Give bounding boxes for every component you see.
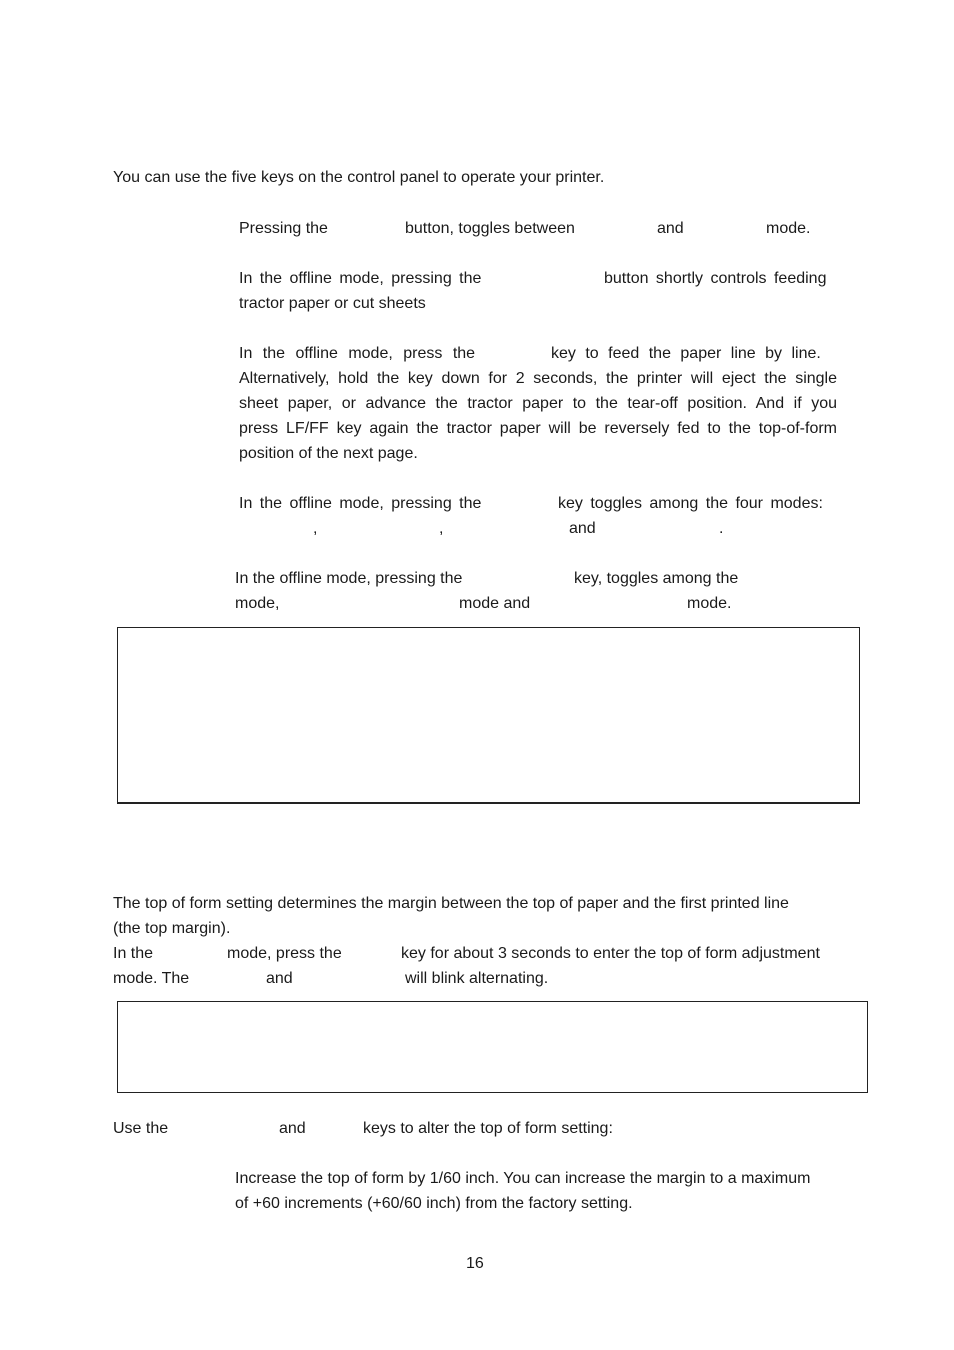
online-key-word: and (657, 220, 684, 237)
tof-line: The top of form setting determines the margin between the top of paper and the first printed line (113, 895, 789, 912)
font-key-line: key, toggles among the (574, 570, 739, 587)
load-key-line: In the offline mode, pressing the (239, 270, 482, 287)
tof-line: In the (113, 945, 154, 962)
tof-line: will blink alternating. (405, 970, 549, 987)
lfff-key-line: In the offline mode, press the (239, 345, 476, 362)
tof-line: and (266, 970, 293, 987)
font-key-line: mode, (235, 595, 280, 612)
lfff-key-line: position of the next page. (239, 445, 418, 462)
mode-key-period: . (719, 520, 724, 537)
online-key-word: Pressing the (239, 220, 328, 237)
note-box (117, 627, 860, 804)
lfff-key-line: key to feed the paper line by line. (551, 345, 821, 362)
font-key-line: mode and (459, 595, 531, 612)
tof-line: (the top margin). (113, 920, 231, 937)
mode-key-line: In the offline mode, pressing the (239, 495, 482, 512)
tof-line: mode, press the (227, 945, 342, 962)
online-key-word: button, toggles between (405, 220, 575, 237)
load-key-line: button shortly controls feeding (604, 270, 827, 287)
lfff-key-line: sheet paper, or advance the tractor paper to the tear-off position. And if you (239, 395, 837, 412)
online-key-word: mode. (766, 220, 811, 237)
mode-key-line: key toggles among the four modes: (558, 495, 823, 512)
font-key-line: mode. (687, 595, 732, 612)
display-box (117, 1001, 868, 1093)
font-key-line: In the offline mode, pressing the (235, 570, 463, 587)
tof-line: key for about 3 seconds to enter the top of form adjustment (401, 945, 820, 962)
page-number: 16 (466, 1255, 484, 1272)
increase-line: of +60 increments (+60/60 inch) from the factory setting. (235, 1195, 633, 1212)
mode-key-and: and (569, 520, 596, 537)
use-keys-word: keys to alter the top of form setting: (363, 1120, 613, 1137)
lfff-key-line: Alternatively, hold the key down for 2 seconds, the printer will eject the single (239, 370, 837, 387)
increase-line: Increase the top of form by 1/60 inch. You can increase the margin to a maximum (235, 1170, 811, 1187)
load-key-line: tractor paper or cut sheets (239, 295, 426, 312)
use-keys-word: and (279, 1120, 306, 1137)
intro-text: You can use the five keys on the control panel to operate your printer. (113, 169, 605, 186)
tof-line: mode. The (113, 970, 190, 987)
lfff-key-line: press LF/FF key again the tractor paper will be reversely fed to the top-of-form (239, 420, 837, 437)
mode-key-comma: , (439, 520, 444, 537)
mode-key-comma: , (313, 520, 318, 537)
use-keys-word: Use the (113, 1120, 169, 1137)
